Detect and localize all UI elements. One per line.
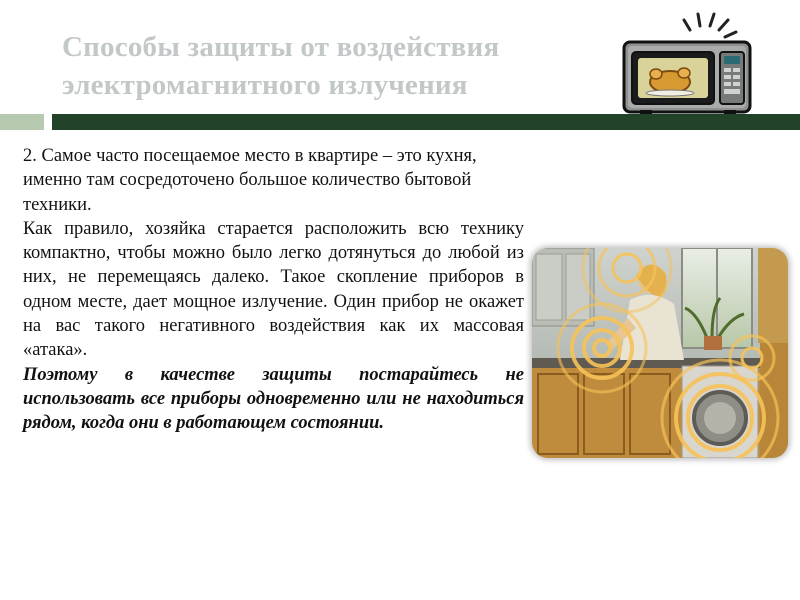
paragraph-explanation: Как правило, хозяйка старается расположить всю технику компактно, чтобы можно было легко дотянуться до любой из них, не перемещаясь далеко. Такое скопление приборов в одном месте, дает мощное излучение. Один прибор не окажет на вас такого негативного воздействия как их массовая «атака». (23, 218, 524, 361)
slide-title: Способы защиты от воздействия электромагнитного излучения (62, 31, 500, 101)
slide-body (23, 144, 524, 436)
divider-bar-light (0, 114, 44, 130)
divider-bar-dark (52, 114, 800, 130)
kitchen-photo (532, 248, 788, 458)
paragraph-intro: 2. Самое часто посещаемое место в квартире – это кухня, именно там сосредоточено большое количество бытовой техники. (23, 146, 477, 215)
paragraph-advice: Поэтому в качестве защиты постарайтесь не использовать все приборы одновременно или не находиться рядом, когда они в работающем состоянии. (23, 364, 524, 434)
microwave-icon (612, 10, 762, 118)
